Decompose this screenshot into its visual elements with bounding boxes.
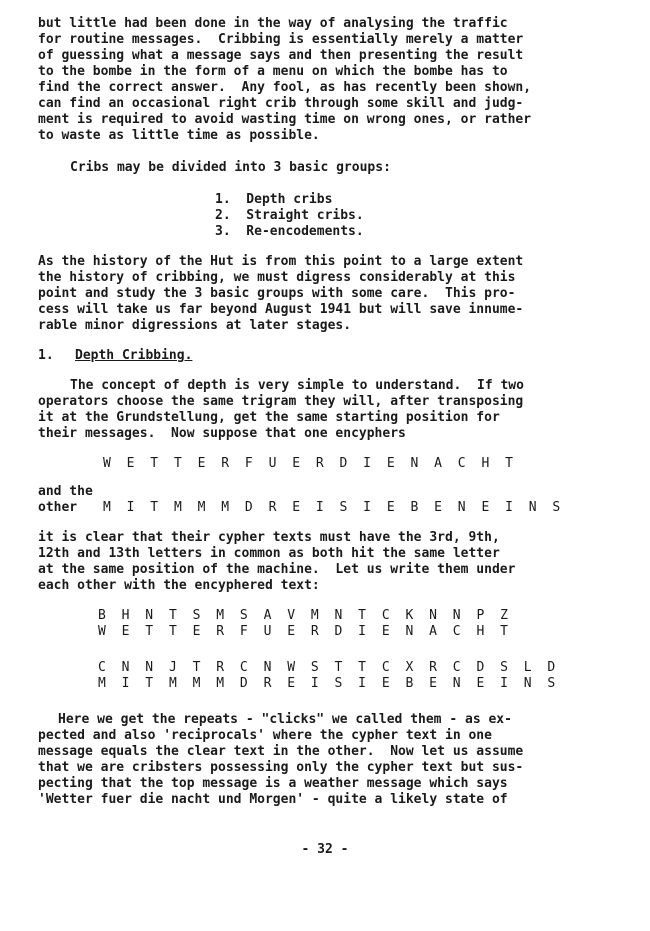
text-line: pecting that the top message is a weather message which says [38, 776, 508, 791]
text-line: at the same position of the machine. Let us write them under [38, 562, 516, 577]
plain-row-1: W E T T E R F U E R D I E N A C H T [98, 624, 512, 639]
text-line: but little had been done in the way of analysing the traffic [38, 16, 508, 31]
section-number: 1. [38, 348, 54, 363]
text-line: it is clear that their cypher texts must have the 3rd, 9th, [38, 530, 500, 545]
text-line: point and study the 3 basic groups with some care. This pro- [38, 286, 516, 301]
cypher-row-1: B H N T S M S A V M N T C K N N P Z [98, 608, 512, 623]
text-line: pected and also 'reciprocals' where the cypher text in one [38, 728, 492, 743]
cypher-row-2: C N N J T R C N W S T T C X R C D S L D [98, 660, 560, 675]
text-line: their messages. Now suppose that one encyphers [38, 426, 406, 441]
text-line: cess will take us far beyond August 1941 but will save innume- [38, 302, 524, 317]
section-title: Depth Cribbing. [75, 348, 193, 363]
text-line: operators choose the same trigram they will, after transposing [38, 394, 524, 409]
text-line: it at the Grundstellung, get the same starting position for [38, 410, 500, 425]
text-line: find the correct answer. Any fool, as has recently been shown, [38, 80, 532, 95]
group-item: 3. Re-encodements. [215, 224, 364, 239]
plaintext-message-1: W E T T E R F U E R D I E N A C H T [103, 456, 517, 471]
other-label: other [38, 500, 78, 515]
text-line: message equals the clear text in the other. Now let us assume [38, 744, 524, 759]
text-line: As the history of the Hut is from this point to a large extent [38, 254, 524, 269]
page-number: - 32 - [301, 842, 349, 857]
text-line: that we are cribsters possessing only the cypher text but sus- [38, 760, 524, 775]
text-line: can find an occasional right crib through some skill and judg- [38, 96, 524, 111]
text-line: of guessing what a message says and then presenting the result [38, 48, 524, 63]
text-line: the history of cribbing, we must digress considerably at this [38, 270, 516, 285]
text-line: for routine messages. Cribbing is essentially merely a matter [38, 32, 524, 47]
group-item: 1. Depth cribs [215, 192, 333, 207]
plain-row-2: M I T M M M D R E I S I E B E N E I N S [98, 676, 560, 691]
text-line: The concept of depth is very simple to understand. If two [70, 378, 524, 393]
text-line: ment is required to avoid wasting time on wrong ones, or rather [38, 112, 532, 127]
groups-intro: Cribs may be divided into 3 basic groups: [70, 160, 391, 175]
text-line: each other with the encyphered text: [38, 578, 320, 593]
text-line: to the bombe in the form of a menu on which the bombe has to [38, 64, 508, 79]
text-line: to waste as little time as possible. [38, 128, 320, 143]
and-the-label: and the [38, 484, 93, 499]
text-line: 12th and 13th letters in common as both hit the same letter [38, 546, 500, 561]
text-line: Here we get the repeats - "clicks" we called them - as ex- [58, 712, 512, 727]
plaintext-message-2: M I T M M M D R E I S I E B E N E I N S [103, 500, 565, 515]
group-item: 2. Straight cribs. [215, 208, 364, 223]
text-line: 'Wetter fuer die nacht und Morgen' - quite a likely state of [38, 792, 508, 807]
text-line: rable minor digressions at later stages. [38, 318, 352, 333]
